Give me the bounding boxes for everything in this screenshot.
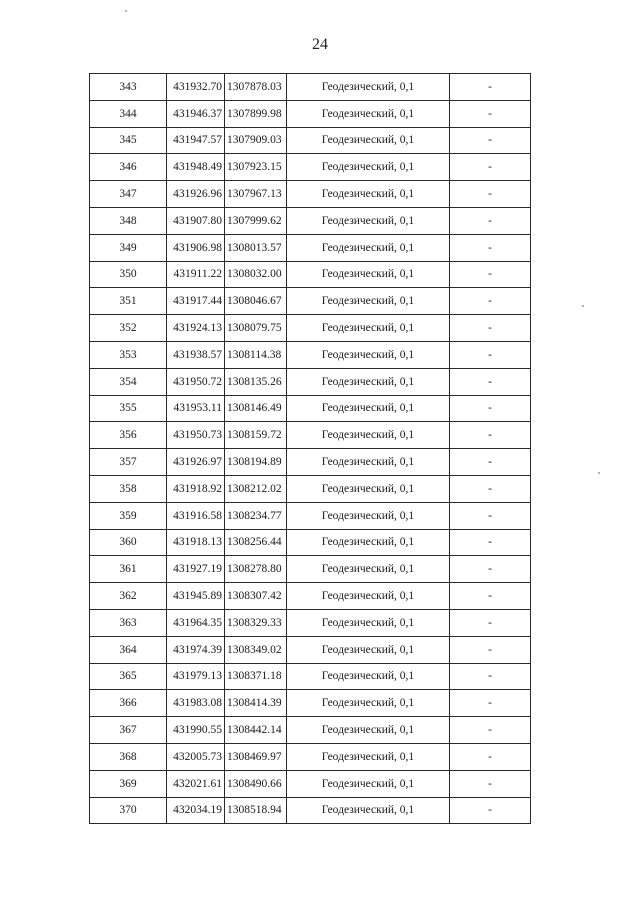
method-accuracy-cell: Геодезический, 0,1 — [287, 770, 450, 797]
table-row — [90, 556, 531, 583]
description-cell: - — [450, 100, 531, 127]
table-row — [90, 475, 531, 502]
method-accuracy-cell: Геодезический, 0,1 — [287, 583, 450, 610]
description-cell: - — [450, 395, 531, 422]
x-coordinate-cell: 431990.55 — [167, 717, 225, 744]
scan-artifact — [125, 10, 127, 12]
description-cell: - — [450, 127, 531, 154]
y-coordinate-cell: 1308442.14 — [225, 717, 287, 744]
page-number: 24 — [312, 36, 328, 53]
method-accuracy-cell: Геодезический, 0,1 — [287, 234, 450, 261]
description-cell: - — [450, 717, 531, 744]
method-accuracy-cell: Геодезический, 0,1 — [287, 315, 450, 342]
x-coordinate-cell: 431932.70 — [167, 74, 225, 101]
point-number-cell: 360 — [90, 529, 167, 556]
y-coordinate-cell: 1307909.03 — [225, 127, 287, 154]
description-cell: - — [450, 636, 531, 663]
table-row — [90, 663, 531, 690]
method-accuracy-cell: Геодезический, 0,1 — [287, 502, 450, 529]
method-accuracy-cell: Геодезический, 0,1 — [287, 609, 450, 636]
x-coordinate-cell: 431917.44 — [167, 288, 225, 315]
point-number-cell: 358 — [90, 475, 167, 502]
coordinates-table — [89, 73, 531, 824]
y-coordinate-cell: 1307899.98 — [225, 100, 287, 127]
method-accuracy-cell: Геодезический, 0,1 — [287, 663, 450, 690]
description-cell: - — [450, 743, 531, 770]
table-row — [90, 636, 531, 663]
point-number-cell: 343 — [90, 74, 167, 101]
y-coordinate-cell: 1308032.00 — [225, 261, 287, 288]
x-coordinate-cell: 431979.13 — [167, 663, 225, 690]
y-coordinate-cell: 1308349.02 — [225, 636, 287, 663]
table-row — [90, 449, 531, 476]
y-coordinate-cell: 1308159.72 — [225, 422, 287, 449]
description-cell: - — [450, 341, 531, 368]
y-coordinate-cell: 1308079.75 — [225, 315, 287, 342]
y-coordinate-cell: 1307967.13 — [225, 181, 287, 208]
point-number-cell: 369 — [90, 770, 167, 797]
y-coordinate-cell: 1307923.15 — [225, 154, 287, 181]
y-coordinate-cell: 1308135.26 — [225, 368, 287, 395]
table-row — [90, 395, 531, 422]
point-number-cell: 362 — [90, 583, 167, 610]
point-number-cell: 363 — [90, 609, 167, 636]
table-row — [90, 207, 531, 234]
table-row — [90, 74, 531, 101]
point-number-cell: 357 — [90, 449, 167, 476]
table-row — [90, 154, 531, 181]
description-cell: - — [450, 690, 531, 717]
y-coordinate-cell: 1308046.67 — [225, 288, 287, 315]
y-coordinate-cell: 1308329.33 — [225, 609, 287, 636]
method-accuracy-cell: Геодезический, 0,1 — [287, 717, 450, 744]
point-number-cell: 368 — [90, 743, 167, 770]
x-coordinate-cell: 431906.98 — [167, 234, 225, 261]
y-coordinate-cell: 1308518.94 — [225, 797, 287, 824]
x-coordinate-cell: 431911.22 — [167, 261, 225, 288]
method-accuracy-cell: Геодезический, 0,1 — [287, 449, 450, 476]
point-number-cell: 355 — [90, 395, 167, 422]
table-row — [90, 341, 531, 368]
y-coordinate-cell: 1308234.77 — [225, 502, 287, 529]
description-cell: - — [450, 663, 531, 690]
description-cell: - — [450, 74, 531, 101]
method-accuracy-cell: Геодезический, 0,1 — [287, 743, 450, 770]
x-coordinate-cell: 431948.49 — [167, 154, 225, 181]
x-coordinate-cell: 431964.35 — [167, 609, 225, 636]
x-coordinate-cell: 431918.92 — [167, 475, 225, 502]
y-coordinate-cell: 1308278.80 — [225, 556, 287, 583]
scan-artifact — [598, 472, 600, 474]
method-accuracy-cell: Геодезический, 0,1 — [287, 181, 450, 208]
method-accuracy-cell: Геодезический, 0,1 — [287, 368, 450, 395]
table-row — [90, 529, 531, 556]
description-cell: - — [450, 261, 531, 288]
method-accuracy-cell: Геодезический, 0,1 — [287, 636, 450, 663]
x-coordinate-cell: 432021.61 — [167, 770, 225, 797]
point-number-cell: 349 — [90, 234, 167, 261]
table-row — [90, 797, 531, 824]
description-cell: - — [450, 556, 531, 583]
x-coordinate-cell: 431950.73 — [167, 422, 225, 449]
point-number-cell: 345 — [90, 127, 167, 154]
table-row — [90, 234, 531, 261]
y-coordinate-cell: 1308414.39 — [225, 690, 287, 717]
table-row — [90, 770, 531, 797]
point-number-cell: 365 — [90, 663, 167, 690]
description-cell: - — [450, 315, 531, 342]
method-accuracy-cell: Геодезический, 0,1 — [287, 207, 450, 234]
point-number-cell: 344 — [90, 100, 167, 127]
table-row — [90, 127, 531, 154]
y-coordinate-cell: 1308212.02 — [225, 475, 287, 502]
x-coordinate-cell: 432005.73 — [167, 743, 225, 770]
description-cell: - — [450, 502, 531, 529]
description-cell: - — [450, 207, 531, 234]
method-accuracy-cell: Геодезический, 0,1 — [287, 100, 450, 127]
x-coordinate-cell: 431926.97 — [167, 449, 225, 476]
method-accuracy-cell: Геодезический, 0,1 — [287, 74, 450, 101]
y-coordinate-cell: 1308256.44 — [225, 529, 287, 556]
y-coordinate-cell: 1307878.03 — [225, 74, 287, 101]
point-number-cell: 354 — [90, 368, 167, 395]
x-coordinate-cell: 432034.19 — [167, 797, 225, 824]
method-accuracy-cell: Геодезический, 0,1 — [287, 797, 450, 824]
method-accuracy-cell: Геодезический, 0,1 — [287, 395, 450, 422]
description-cell: - — [450, 475, 531, 502]
description-cell: - — [450, 770, 531, 797]
point-number-cell: 356 — [90, 422, 167, 449]
description-cell: - — [450, 234, 531, 261]
point-number-cell: 359 — [90, 502, 167, 529]
description-cell: - — [450, 797, 531, 824]
y-coordinate-cell: 1308114.38 — [225, 341, 287, 368]
x-coordinate-cell: 431927.19 — [167, 556, 225, 583]
x-coordinate-cell: 431983.08 — [167, 690, 225, 717]
table-row — [90, 583, 531, 610]
x-coordinate-cell: 431953.11 — [167, 395, 225, 422]
method-accuracy-cell: Геодезический, 0,1 — [287, 422, 450, 449]
table-row — [90, 100, 531, 127]
point-number-cell: 351 — [90, 288, 167, 315]
description-cell: - — [450, 181, 531, 208]
point-number-cell: 350 — [90, 261, 167, 288]
table-row — [90, 609, 531, 636]
x-coordinate-cell: 431918.13 — [167, 529, 225, 556]
point-number-cell: 348 — [90, 207, 167, 234]
y-coordinate-cell: 1308307.42 — [225, 583, 287, 610]
description-cell: - — [450, 449, 531, 476]
table-row — [90, 502, 531, 529]
point-number-cell: 367 — [90, 717, 167, 744]
table-row — [90, 743, 531, 770]
method-accuracy-cell: Геодезический, 0,1 — [287, 475, 450, 502]
method-accuracy-cell: Геодезический, 0,1 — [287, 288, 450, 315]
y-coordinate-cell: 1308490.66 — [225, 770, 287, 797]
point-number-cell: 346 — [90, 154, 167, 181]
method-accuracy-cell: Геодезический, 0,1 — [287, 690, 450, 717]
method-accuracy-cell: Геодезический, 0,1 — [287, 261, 450, 288]
scan-artifact — [582, 305, 584, 307]
x-coordinate-cell: 431916.58 — [167, 502, 225, 529]
description-cell: - — [450, 154, 531, 181]
description-cell: - — [450, 422, 531, 449]
y-coordinate-cell: 1308469.97 — [225, 743, 287, 770]
point-number-cell: 347 — [90, 181, 167, 208]
table-row — [90, 717, 531, 744]
point-number-cell: 364 — [90, 636, 167, 663]
table-row — [90, 288, 531, 315]
y-coordinate-cell: 1307999.62 — [225, 207, 287, 234]
x-coordinate-cell: 431924.13 — [167, 315, 225, 342]
y-coordinate-cell: 1308371.18 — [225, 663, 287, 690]
y-coordinate-cell: 1308194.89 — [225, 449, 287, 476]
table-row — [90, 368, 531, 395]
x-coordinate-cell: 431938.57 — [167, 341, 225, 368]
method-accuracy-cell: Геодезический, 0,1 — [287, 127, 450, 154]
x-coordinate-cell: 431926.96 — [167, 181, 225, 208]
x-coordinate-cell: 431974.39 — [167, 636, 225, 663]
method-accuracy-cell: Геодезический, 0,1 — [287, 529, 450, 556]
x-coordinate-cell: 431946.37 — [167, 100, 225, 127]
point-number-cell: 352 — [90, 315, 167, 342]
method-accuracy-cell: Геодезический, 0,1 — [287, 556, 450, 583]
description-cell: - — [450, 288, 531, 315]
method-accuracy-cell: Геодезический, 0,1 — [287, 154, 450, 181]
point-number-cell: 366 — [90, 690, 167, 717]
point-number-cell: 370 — [90, 797, 167, 824]
y-coordinate-cell: 1308013.57 — [225, 234, 287, 261]
point-number-cell: 361 — [90, 556, 167, 583]
x-coordinate-cell: 431945.89 — [167, 583, 225, 610]
table-row — [90, 261, 531, 288]
table-row — [90, 690, 531, 717]
description-cell: - — [450, 529, 531, 556]
point-number-cell: 353 — [90, 341, 167, 368]
table-row — [90, 181, 531, 208]
table-row — [90, 315, 531, 342]
x-coordinate-cell: 431950.72 — [167, 368, 225, 395]
coordinates-table-body — [90, 74, 531, 824]
method-accuracy-cell: Геодезический, 0,1 — [287, 341, 450, 368]
table-row — [90, 422, 531, 449]
x-coordinate-cell: 431947.57 — [167, 127, 225, 154]
description-cell: - — [450, 583, 531, 610]
x-coordinate-cell: 431907.80 — [167, 207, 225, 234]
description-cell: - — [450, 368, 531, 395]
description-cell: - — [450, 609, 531, 636]
y-coordinate-cell: 1308146.49 — [225, 395, 287, 422]
